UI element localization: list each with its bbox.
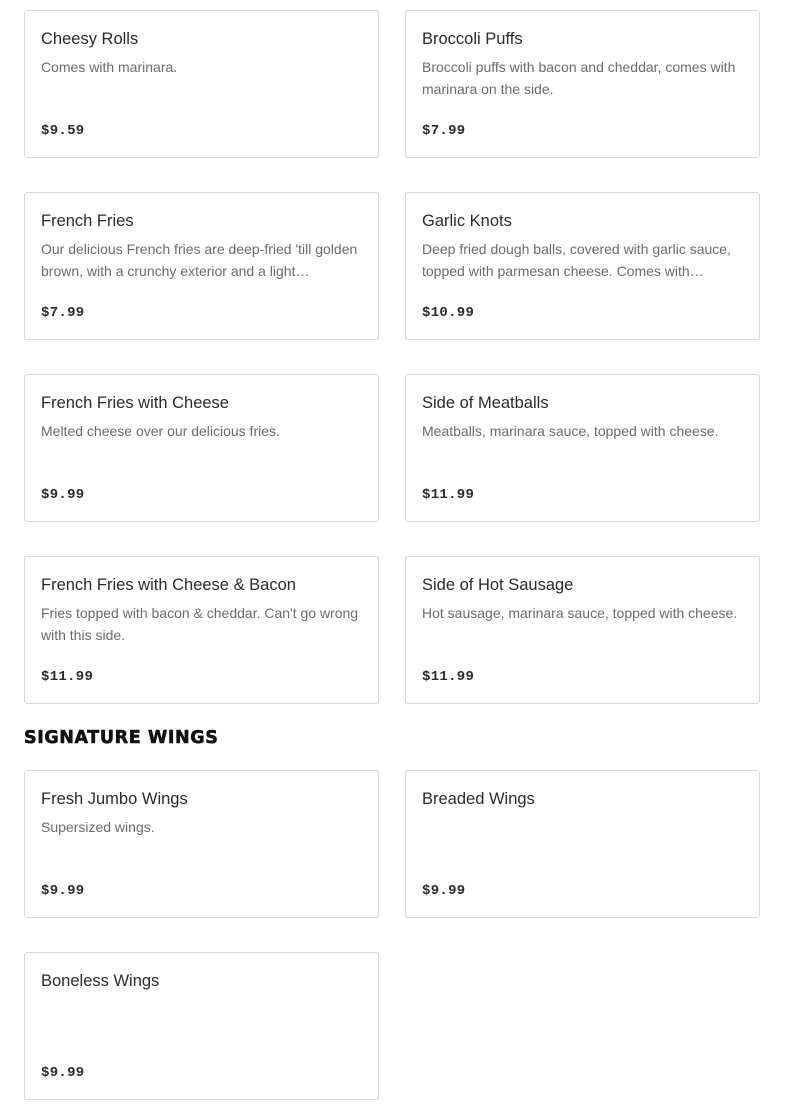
item-name: Side of Meatballs — [422, 394, 549, 412]
item-price: $9.99 — [41, 883, 85, 899]
item-price: $9.99 — [41, 487, 85, 503]
item-price: $11.99 — [41, 669, 94, 685]
item-price: $9.99 — [422, 883, 466, 899]
item-price: $10.99 — [422, 305, 475, 321]
menu-item-card[interactable] — [24, 374, 379, 522]
menu-item-card[interactable] — [405, 10, 760, 158]
item-name: Fresh Jumbo Wings — [41, 790, 188, 808]
item-price: $11.99 — [422, 487, 475, 503]
menu-item-card[interactable] — [24, 556, 379, 704]
item-description: Melted cheese over our delicious fries. — [41, 423, 280, 439]
item-name: French Fries with Cheese — [41, 394, 229, 412]
item-price: $11.99 — [422, 669, 475, 685]
item-description: Meatballs, marinara sauce, topped with cheese. — [422, 423, 719, 439]
menu-item-card[interactable] — [24, 10, 379, 158]
item-description: Hot sausage, marinara sauce, topped with cheese. — [422, 605, 738, 621]
item-description: Our delicious French fries are deep-fried 'till golden brown, with a crunchy exterior and a light… — [41, 241, 358, 279]
item-name: Breaded Wings — [422, 790, 535, 808]
item-description: Comes with marinara. — [41, 59, 178, 75]
item-name: Garlic Knots — [422, 212, 512, 230]
item-name: French Fries — [41, 212, 134, 230]
menu-item-card[interactable] — [405, 556, 760, 704]
item-price: $9.99 — [41, 1065, 85, 1081]
item-description: Deep fried dough balls, covered with garlic sauce, topped with parmesan cheese. Comes with… — [422, 241, 731, 279]
item-description: Broccoli puffs with bacon and cheddar, comes with marinara on the side. — [422, 59, 736, 97]
menu-item-card[interactable] — [405, 192, 760, 340]
item-name: Boneless Wings — [41, 972, 160, 990]
item-price: $7.99 — [422, 123, 466, 139]
item-description: Fries topped with bacon & cheddar. Can't go wrong with this side. — [41, 605, 359, 643]
menu-item-card[interactable] — [405, 770, 760, 918]
menu-item-card[interactable] — [24, 192, 379, 340]
item-name: French Fries with Cheese & Bacon — [41, 576, 296, 594]
item-name: Broccoli Puffs — [422, 30, 523, 48]
item-name: Side of Hot Sausage — [422, 576, 574, 594]
item-description: Supersized wings. — [41, 819, 155, 835]
item-price: $7.99 — [41, 305, 85, 321]
item-price: $9.59 — [41, 123, 85, 139]
menu-item-card[interactable] — [405, 374, 760, 522]
menu-item-card[interactable] — [24, 770, 379, 918]
menu-item-card[interactable] — [24, 952, 379, 1100]
section-heading: SIGNATURE WINGS — [24, 728, 219, 748]
item-name: Cheesy Rolls — [41, 30, 139, 48]
